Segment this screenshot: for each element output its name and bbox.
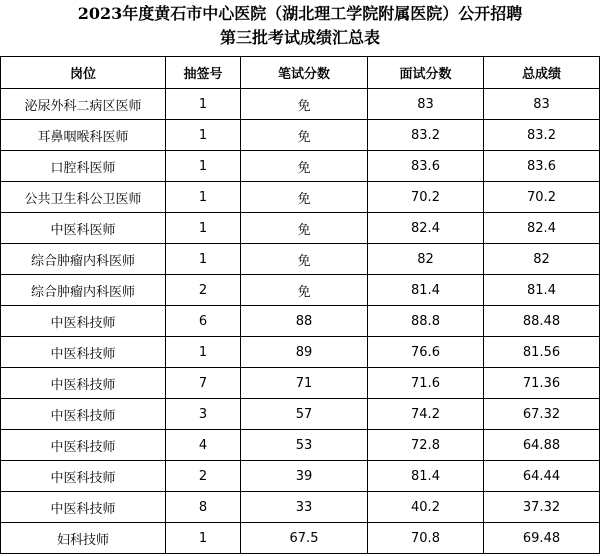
cell-draw-number: 1 [166,120,241,151]
cell-draw-number: 3 [166,399,241,430]
cell-draw-number: 1 [166,213,241,244]
cell-total-score: 64.88 [484,430,600,461]
cell-draw-number: 6 [166,306,241,337]
cell-draw-number: 7 [166,368,241,399]
cell-total-score: 71.36 [484,368,600,399]
cell-draw-number: 1 [166,182,241,213]
cell-written-score: 免 [241,244,368,275]
table-row [1,89,600,120]
cell-total-score: 81.4 [484,275,600,306]
cell-written-score: 57 [241,399,368,430]
cell-position: 综合肿瘤内科医师 [1,275,166,306]
cell-written-score: 67.5 [241,523,368,554]
cell-written-score: 免 [241,275,368,306]
cell-position: 中医科技师 [1,399,166,430]
cell-written-score: 免 [241,213,368,244]
cell-interview-score: 83 [368,89,484,120]
cell-interview-score: 40.2 [368,492,484,523]
cell-position: 中医科医师 [1,213,166,244]
cell-written-score: 89 [241,337,368,368]
table-row [1,523,600,554]
header-written-score: 笔试分数 [241,57,368,89]
cell-written-score: 33 [241,492,368,523]
cell-total-score: 88.48 [484,306,600,337]
cell-interview-score: 81.4 [368,275,484,306]
table-row [1,399,600,430]
header-total-score: 总成绩 [484,57,600,89]
cell-written-score: 88 [241,306,368,337]
cell-total-score: 82 [484,244,600,275]
cell-interview-score: 82.4 [368,213,484,244]
table-header-row [1,57,600,89]
cell-position: 中医科技师 [1,337,166,368]
document-subtitle: 第三批考试成绩汇总表 [219,28,380,47]
cell-draw-number: 1 [166,151,241,182]
cell-interview-score: 81.4 [368,461,484,492]
cell-interview-score: 88.8 [368,306,484,337]
cell-total-score: 82.4 [484,213,600,244]
cell-interview-score: 72.8 [368,430,484,461]
document-title: 2023年度黄石市中心医院（湖北理工学院附属医院）公开招聘 [77,4,523,23]
cell-written-score: 71 [241,368,368,399]
cell-interview-score: 83.2 [368,120,484,151]
cell-draw-number: 2 [166,275,241,306]
cell-written-score: 免 [241,151,368,182]
cell-total-score: 70.2 [484,182,600,213]
cell-position: 中医科技师 [1,368,166,399]
cell-total-score: 64.44 [484,461,600,492]
cell-total-score: 83.6 [484,151,600,182]
cell-draw-number: 1 [166,244,241,275]
cell-draw-number: 8 [166,492,241,523]
cell-total-score: 83 [484,89,600,120]
table-row [1,430,600,461]
cell-interview-score: 82 [368,244,484,275]
cell-written-score: 免 [241,89,368,120]
cell-position: 耳鼻咽喉科医师 [1,120,166,151]
cell-written-score: 免 [241,120,368,151]
cell-interview-score: 70.2 [368,182,484,213]
header-interview-score: 面试分数 [368,57,484,89]
cell-position: 综合肿瘤内科医师 [1,244,166,275]
cell-position: 中医科技师 [1,492,166,523]
cell-position: 泌尿外科二病区医师 [1,89,166,120]
cell-total-score: 81.56 [484,337,600,368]
table-row [1,368,600,399]
cell-draw-number: 1 [166,523,241,554]
table-row [1,337,600,368]
cell-interview-score: 83.6 [368,151,484,182]
cell-interview-score: 76.6 [368,337,484,368]
cell-written-score: 免 [241,182,368,213]
cell-total-score: 83.2 [484,120,600,151]
table-row [1,213,600,244]
cell-position: 中医科技师 [1,461,166,492]
table-row [1,306,600,337]
cell-position: 公共卫生科公卫医师 [1,182,166,213]
cell-draw-number: 2 [166,461,241,492]
cell-written-score: 53 [241,430,368,461]
cell-position: 中医科技师 [1,306,166,337]
cell-position: 中医科技师 [1,430,166,461]
cell-position: 妇科技师 [1,523,166,554]
cell-position: 口腔科医师 [1,151,166,182]
table-row [1,492,600,523]
cell-interview-score: 74.2 [368,399,484,430]
table-row [1,151,600,182]
table-row [1,244,600,275]
table-row [1,120,600,151]
header-position: 岗位 [1,57,166,89]
cell-total-score: 37.32 [484,492,600,523]
cell-draw-number: 1 [166,89,241,120]
cell-interview-score: 71.6 [368,368,484,399]
cell-draw-number: 4 [166,430,241,461]
cell-written-score: 39 [241,461,368,492]
table-row [1,275,600,306]
cell-interview-score: 70.8 [368,523,484,554]
header-draw-number: 抽签号 [166,57,241,89]
cell-total-score: 67.32 [484,399,600,430]
table-row [1,182,600,213]
score-table [0,56,600,554]
cell-draw-number: 1 [166,337,241,368]
table-row [1,461,600,492]
cell-total-score: 69.48 [484,523,600,554]
